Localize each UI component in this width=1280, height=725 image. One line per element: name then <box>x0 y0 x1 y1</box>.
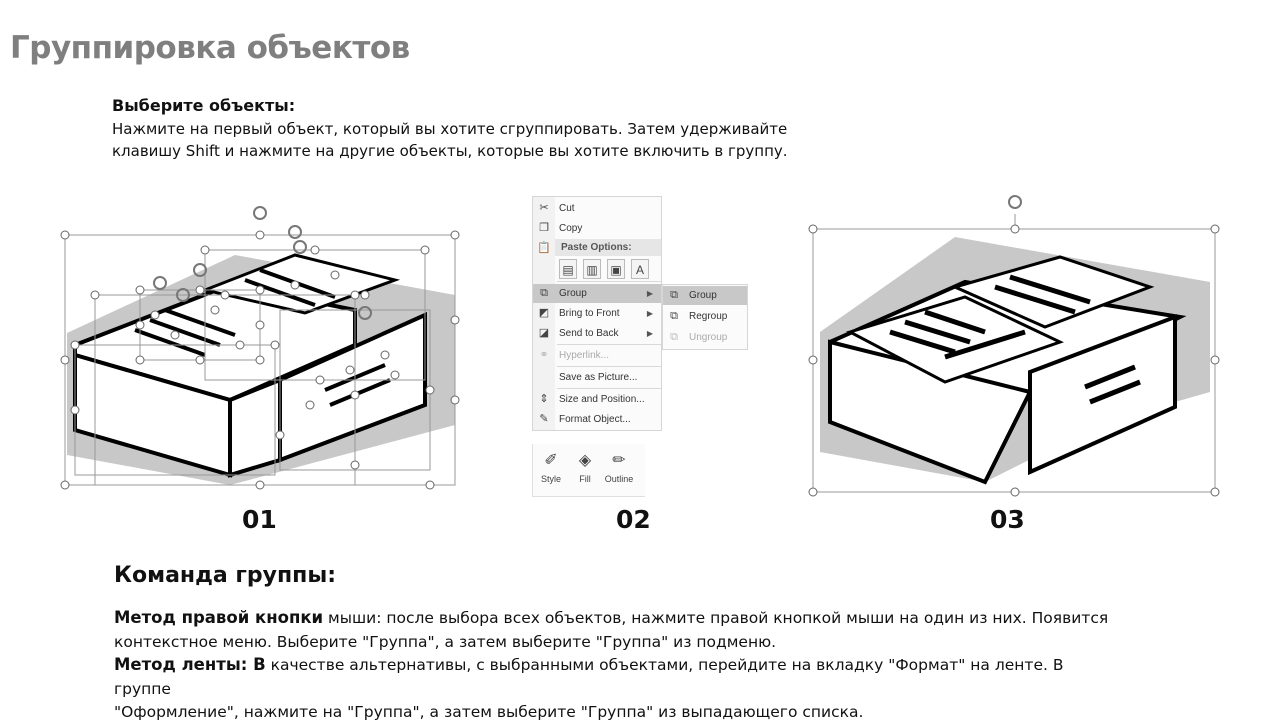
paste-picture-icon[interactable]: ▣ <box>607 259 625 279</box>
context-menu <box>532 196 662 431</box>
ungroup-icon: ⧉ <box>670 331 678 343</box>
select-objects-block <box>112 95 792 163</box>
paste-text-only-icon[interactable]: A <box>631 259 649 279</box>
submenu-item-group[interactable]: ⧉ Group <box>663 286 747 305</box>
fill-button[interactable]: ◈ Fill <box>569 448 601 484</box>
menu-item-cut[interactable]: ✂ Cut <box>533 199 661 218</box>
select-objects-line1: Нажмите на первый объект, который вы хотите сгруппировать. Затем удерживайте <box>112 119 788 138</box>
style-button[interactable]: ✐ Style <box>535 448 567 484</box>
format-icon: ✎ <box>539 413 549 425</box>
menu-item-size-and-position[interactable]: ⇕ Size and Position... <box>533 390 661 409</box>
fill-bucket-icon: ◈ <box>578 452 592 469</box>
menu-item-format-object[interactable]: ✎ Format Object... <box>533 410 661 429</box>
copy-icon: ❐ <box>539 222 549 234</box>
scissors-icon: ✂ <box>539 202 549 214</box>
ribbon-method-text-line2: "Оформление", нажмите на "Группа", а затем выберите "Группа" из выпадающего списка. <box>114 703 864 721</box>
group-command-heading: Команда группы: <box>114 563 337 588</box>
page-title: Группировка объектов <box>10 30 410 66</box>
submenu-arrow-icon: ▶ <box>646 289 653 298</box>
menu-separator <box>557 344 661 345</box>
send-back-icon: ◪ <box>538 327 550 339</box>
hyperlink-icon: ⚭ <box>539 349 549 361</box>
submenu-item-regroup[interactable]: ⧉ Regroup <box>663 307 747 326</box>
menu-separator <box>557 366 661 367</box>
clipboard-icon: 📋 <box>537 242 551 254</box>
group-icon: ⧉ <box>670 289 678 301</box>
figure-number-01: 01 <box>242 505 277 534</box>
outline-button[interactable]: ✏ Outline <box>603 448 635 484</box>
figure-number-03: 03 <box>990 505 1025 534</box>
group-submenu <box>662 284 748 350</box>
menu-item-send-to-back[interactable]: ◪ Send to Back ▶ <box>533 324 661 343</box>
outline-pen-icon: ✏ <box>612 452 626 469</box>
select-objects-heading: Выберите объекты: <box>112 96 296 115</box>
menu-item-copy[interactable]: ❐ Copy <box>533 219 661 238</box>
regroup-icon: ⧉ <box>670 310 678 322</box>
menu-item-hyperlink: ⚭ Hyperlink... <box>533 346 661 365</box>
figure-number-02: 02 <box>616 505 651 534</box>
ribbon-method <box>114 653 1114 725</box>
submenu-item-ungroup: ⧉ Ungroup <box>663 328 747 347</box>
bring-front-icon: ◩ <box>538 307 550 319</box>
size-position-icon: ⇕ <box>539 393 549 405</box>
paste-options-header: Paste Options: <box>555 239 661 256</box>
rotate-handle-icon[interactable] <box>1009 196 1021 208</box>
paste-merge-icon[interactable]: ▥ <box>583 259 601 279</box>
right-click-method-text: мыши: после выбора всех объектов, нажмите правой кнопкой мыши на один из них. Появится <box>323 609 1109 627</box>
figure-01-selected-objects <box>55 195 475 495</box>
right-click-method-label: Метод правой кнопки <box>114 608 324 627</box>
menu-separator <box>557 388 661 389</box>
ribbon-method-label: Метод ленты: В <box>114 655 266 674</box>
submenu-arrow-icon: ▶ <box>646 329 653 338</box>
figure-03-grouped-object <box>805 192 1225 497</box>
right-click-method <box>114 606 1114 654</box>
group-icon: ⧉ <box>540 287 548 299</box>
right-click-method-text-line2: контекстное меню. Выберите "Группа", а затем выберите "Группа" из подменю. <box>114 632 777 651</box>
menu-item-bring-to-front[interactable]: ◩ Bring to Front ▶ <box>533 304 661 323</box>
ribbon-method-text: качестве альтернативы, с выбранными объектами, перейдите на вкладку "Формат" на ленте. В группе <box>114 656 1064 698</box>
menu-separator <box>557 281 661 282</box>
mini-toolbar <box>532 444 645 497</box>
select-objects-line2: клавишу Shift и нажмите на другие объекты, которые вы хотите включить в группу. <box>112 142 788 160</box>
paste-keep-source-icon[interactable]: ▤ <box>559 259 577 279</box>
menu-item-group[interactable]: ⧉ Group ▶ <box>533 284 661 303</box>
style-icon: ✐ <box>544 452 558 469</box>
menu-item-save-as-picture[interactable]: Save as Picture... <box>559 372 638 383</box>
submenu-arrow-icon: ▶ <box>646 309 653 318</box>
